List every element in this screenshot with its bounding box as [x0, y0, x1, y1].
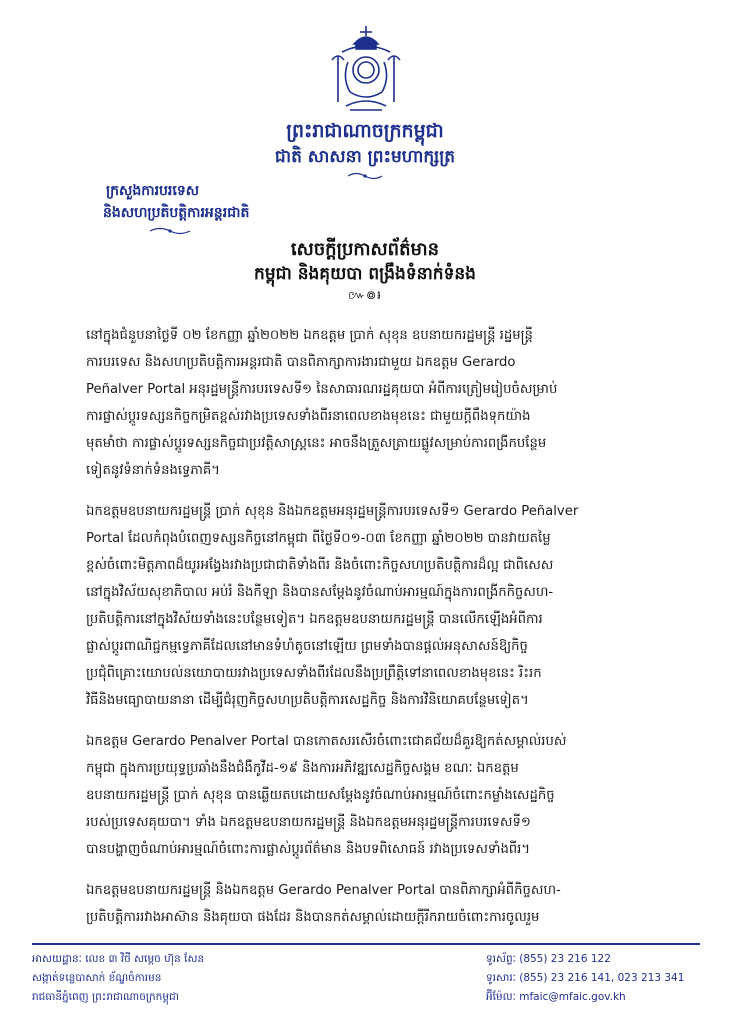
text-line: ប្រជុំពិគ្រោះយោបល់នយោបាយរវាងប្រទេសទាំងពីរដែលនឹងប្រព្រឹត្តិទៅនាពេលខាងមុខនេះ រិះរក: [86, 666, 542, 681]
address-line2: សង្កាត់ទន្លេបាសាក់ ខ័ណ្ឌចំការមន: [32, 972, 162, 984]
paragraph-2: [86, 498, 652, 714]
fax-value: (855) 23 216 141, 023 213 341: [519, 972, 685, 984]
text-line: ការបរទេស និងសហប្រតិបត្តិការអន្តរជាតិ បានពិភាក្សាការងារជាមួយ ឯកឧត្តម Gerardo: [86, 355, 516, 370]
email-row: [486, 988, 706, 1007]
text-line: កម្ពុជា ក្នុងការប្រយុទ្ធប្រឆាំងនឹងជំងឺកូវីដ-១៩ និងការអភិវឌ្ឍសេដ្ឋកិច្ចសង្គម ខណៈ ឯកឧត្តម: [86, 761, 519, 776]
text-line: ប្រតិបត្តិការរវាងអាស៊ាន និងគុយបា ផងដែរ និងបានកត់សម្គាល់ដោយក្តីរីករាយចំពោះការចូលរួម: [86, 910, 540, 925]
phone-row: [486, 950, 706, 969]
text-line: ឯកឧត្តម Gerardo Penalver Portal បានកោតសរសើរចំពោះជោគជ័យដ៏គួរឱ្យកត់សម្គាល់របស់: [86, 734, 567, 749]
footer-contacts: [486, 950, 706, 1007]
phone-label: ទូរស័ព្ទៈ: [486, 953, 516, 965]
text-line: ឧបនាយករដ្ឋមន្ត្រី ប្រាក់ សុខុន បានឆ្លើយតបដោយសម្តែងនូវចំណាប់អារម្មណ៍ចំពោះកម្លាំងសេដ្ឋកិច្ច: [86, 788, 555, 803]
text-line: ឯកឧត្តមឧបនាយករដ្ឋមន្ត្រី និងឯកឧត្តម Gerardo Penalver Portal បានពិភាក្សាអំពីកិច្ចសហ-: [86, 883, 561, 898]
text-line: ទៀតនូវទំនាក់ទំនងទ្វេភាគី។: [86, 463, 220, 478]
text-line: នៅក្នុងជំនួបនាថ្ងៃទី ០២ ខែកញ្ញា ឆ្នាំ២០២២ ឯកឧត្តម ប្រាក់ សុខុន ឧបនាយករដ្ឋមន្ត្រី រដ្ឋមន្ត្រី: [86, 328, 533, 343]
title-line2: កម្ពុជា និងគុយបា ពង្រឹងទំនាក់ទំនង: [254, 264, 476, 284]
text-line: បានបង្ហាញចំណាប់អារម្មណ៍ចំពោះការផ្លាស់ប្តូរព័ត៌មាន និងបទពិសោធន៍ រវាងប្រទេសទាំងពីរ។: [86, 842, 531, 857]
paragraph-4: [86, 877, 652, 931]
text-line: នៅក្នុងវិស័យសុខាភិបាល អប់រំ និងកីឡា និងបានសម្តែងនូវចំណាប់អារម្មណ៍ក្នុងការពង្រីកកិច្ចសហ-: [86, 585, 554, 600]
royal-coat-of-arms-icon: [320, 22, 412, 114]
text-line: របស់ប្រទេសគុយបា។ ទាំង ឯកឧត្តមឧបនាយករដ្ឋមន្ត្រី និងឯកឧត្តមអនុរដ្ឋមន្ត្រីការបរទេសទី១: [86, 815, 531, 830]
ministry-name-line2: និងសហប្រតិបត្តិការអន្តរជាតិ: [103, 205, 250, 221]
text-line: មុតមាំថា ការផ្លាស់ប្តូរទស្សនកិច្ចជាប្រវត្តិសាស្ត្រនេះ អាចនឹងត្រួសត្រាយផ្លូវសម្រាប់ការពង្រីកបន្ថែម: [86, 436, 547, 451]
email-value[interactable]: mfaic@mfaic.gov.kh: [519, 991, 626, 1003]
text-line: ខ្ពស់ចំពោះមិត្តភាពដ៏យូរអង្វែងរវាងប្រជាជាតិទាំងពីរ និងចំពោះកិច្ចសហប្រតិបត្តិការដ៏ល្អ ជាពិសេស: [86, 558, 554, 573]
footer-address: [32, 950, 392, 1007]
kingdom-name: ព្រះរាជាណាចក្រកម្ពុជា: [286, 120, 444, 142]
ministry-ornament-icon: [148, 226, 192, 236]
footer-divider: [32, 943, 700, 945]
heading-ornament-icon: [346, 171, 384, 181]
press-release-title: [200, 238, 530, 304]
paragraph-3: [86, 728, 652, 863]
address-line1: អាសយដ្ឋានៈ លេខ ៣ វិថី សម្តេច ហ៊ុន សែន: [32, 953, 205, 965]
text-line: ផ្លាស់ប្តូរពាណិជ្ជកម្មទ្វេភាគីដែលនៅមានទំហំតូចនៅឡើយ ព្រមទាំងបានផ្តល់អនុសាសន៍ឱ្យកិច្ច: [86, 639, 528, 654]
ministry-name: [103, 180, 283, 224]
address-line3: រាជធានីភ្នំពេញ ព្រះរាជាណាចក្រកម្ពុជា: [32, 991, 179, 1003]
text-line: វិធីនិងមធ្យោបាយនានា ដើម្បីជំរុញកិច្ចសហប្រតិបត្តិការសេដ្ឋកិច្ច និងការវិនិយោគបន្ថែមទៀត។: [86, 693, 529, 708]
kingdom-motto: ជាតិ សាសនា ព្រះមហាក្សត្រ: [274, 147, 456, 167]
press-release-body: [86, 322, 652, 945]
email-label: អ៊ីម៉ែលៈ: [486, 991, 516, 1003]
title-line1: សេចក្តីប្រកាសព័ត៌មាន: [290, 239, 440, 260]
text-line: Peñalver Portal អនុរដ្ឋមន្ត្រីការបរទេសទី១ នៃសាធារណរដ្ឋគុយបា អំពីការត្រៀមរៀបចំសម្រាប់: [86, 382, 558, 397]
text-line: Portal ដែលកំពុងបំពេញទស្សនកិច្ចនៅកម្ពុជា ពីថ្ងៃទី០១-០៣ ខែកញ្ញា ឆ្នាំ២០២២ បានវាយតម្លៃ: [86, 531, 551, 546]
title-ornament: ៚៙៛: [348, 288, 382, 302]
fax-row: [486, 969, 706, 988]
text-line: ការផ្លាស់ប្តូរទស្សនកិច្ចកម្រិតខ្ពស់រវាងប្រទេសទាំងពីរនាពេលខាងមុខនេះ ជាមួយក្តីពឹងទុកយ៉ាង: [86, 409, 531, 424]
ministry-name-line1: ក្រសួងការបរទេស: [106, 183, 200, 199]
text-line: ប្រតិបត្តិការនៅក្នុងវិស័យទាំងនេះបន្ថែមទៀត។ ឯកឧត្តមឧបនាយករដ្ឋមន្ត្រី បានលើកឡើងអំពីការ: [86, 612, 543, 627]
kingdom-heading: [230, 118, 500, 170]
fax-label: ទូរសារៈ: [486, 972, 516, 984]
paragraph-1: [86, 322, 652, 484]
phone-value: (855) 23 216 122: [519, 953, 611, 965]
text-line: ឯកឧត្តមឧបនាយករដ្ឋមន្ត្រី ប្រាក់ សុខុន និងឯកឧត្តមអនុរដ្ឋមន្ត្រីការបរទេសទី១ Gerardo Peñalver: [86, 504, 579, 519]
